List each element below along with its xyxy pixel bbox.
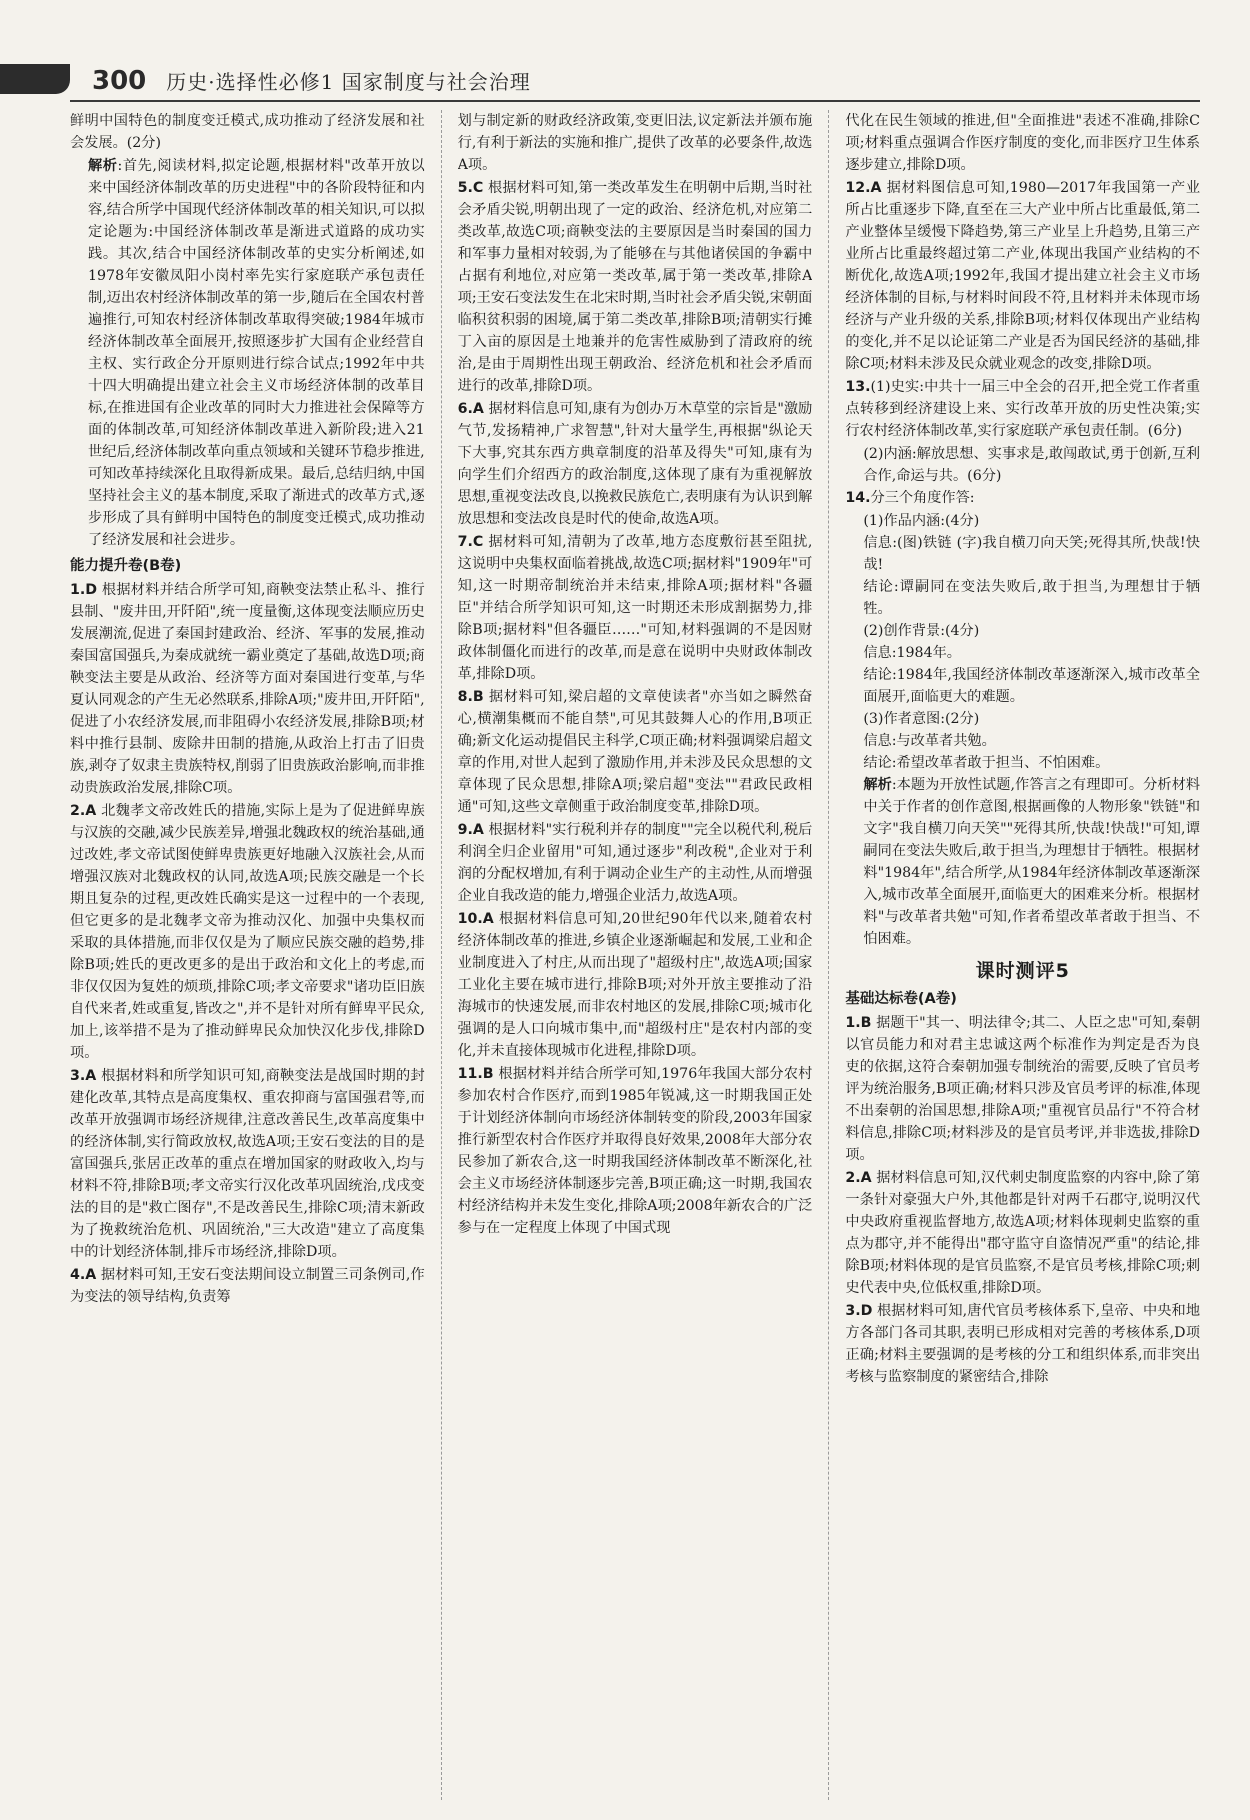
- book-title: 历史·选择性必修1 国家制度与社会治理: [166, 70, 531, 94]
- answer-text: 据题干"其一、明法律令;其二、人臣之忠"可知,秦朝以官员能力和对君主忠诚这两个标准作为判定是否为良吏的依据,这符合秦朝加强专制统治的需要,反映了官员考评为统治服务,B项正确;材料只涉及官员考评的标准,体现不出秦朝的治国思想,排除A项;"重视官员品行"不符合材料信息,排除C项;材料涉及的是官员考评,并非选拔,排除D项。: [845, 1015, 1201, 1163]
- column-1: [70, 110, 425, 1800]
- answer-item: [70, 1264, 425, 1308]
- answer-subline: (1)作品内涵:(4分): [863, 513, 980, 529]
- answer-number: 9.A: [457, 822, 484, 838]
- answer-number: 3.A: [70, 1068, 97, 1084]
- answer-item: [845, 177, 1200, 375]
- section-a-heading: 基础达标卷(A卷): [845, 991, 957, 1007]
- answer-item: [458, 1063, 813, 1239]
- answer-item: [458, 398, 813, 530]
- answer-text: 根据材料"实行税利并存的制度""完全以税代利,税后利润全归企业留用"可知,通过逐步"利改税",企业对于利润的分配权增加,有利于调动企业生产的主动性,从而增强企业自我改造的能力,增强企业活力,故选A项。: [457, 822, 813, 904]
- column-divider: [441, 110, 442, 1800]
- intro-text: 鲜明中国特色的制度变迁模式,成功推动了经济发展和社会发展。(2分): [70, 113, 425, 151]
- answer-item: [70, 800, 425, 1064]
- column-3: [845, 110, 1200, 1800]
- answer-text: 根据材料和所学知识可知,商鞅变法是战国时期的封建化改革,其特点是高度集权、重农抑商与富国强君等,而改革开放强调市场经济规律,注意改善民生,改革高度集中的经济体制,实行简政放权,故选A项;王安石变法的目的是富国强兵,张居正改革的重点在增加国家的财政收入,均与材料不符,排除B项;孝文帝实行汉化改革巩固统治,戊戌变法的目的是"救亡图存",不是改善民生,排除C项;清末新政为了挽救统治危机、巩固统治,"三大改造"建立了高度集中的计划经济体制,排斥市场经济,排除D项。: [70, 1068, 425, 1260]
- page-number: 300: [92, 66, 147, 96]
- answer-text: 据材料可知,王安石变法期间设立制置三司条例司,作为变法的领导结构,负责筹: [70, 1267, 425, 1305]
- answer-item: [458, 908, 813, 1062]
- answer-text: 据材料图信息可知,1980—2017年我国第一产业所占比重逐步下降,直至在三大产业中所占比重最低,第二产业整体呈缓慢下降趋势,第三产业呈上升趋势,且第三产业所占比重最终超过第二产业,体现出我国产业结构的不断优化,故选A项;1992年,我国才提出建立社会主义市场经济体制的目标,与材料时间段不符,且材料并未体现市场经济与产业升级的关系,排除B项;材料仅体现出产业结构的变化,并不足以论证第二产业是否为国民经济的基础,排除C项;材料未涉及民众就业观念的改变,排除D项。: [845, 180, 1201, 372]
- answer-subline: 信息:(图)铁链 (字)我自横刀向天笑;死得其所,快哉!快哉!: [863, 535, 1201, 573]
- answer-subline: 结论:谭嗣同在变法失败后,敢于担当,为理想甘于牺牲。: [863, 579, 1201, 617]
- analysis-paragraph: [845, 774, 1200, 950]
- answer-number: 2.A: [70, 803, 97, 819]
- answer-columns: [70, 110, 1200, 1800]
- answer-text: 根据材料可知,唐代官员考核体系下,皇帝、中央和地方各部门各司其职,表明已形成相对完善的考核体系,D项正确;材料主要强调的是考核的分工和组织体系,而非突出考核与监察制度的紧密结合,排除: [845, 1303, 1201, 1385]
- answer-item: [845, 1167, 1200, 1299]
- answer-item: [845, 1300, 1200, 1388]
- answer-text: 据材料可知,梁启超的文章使读者"亦当如之瞬然奋心,横潮集概而不能自禁",可见其鼓舞人心的作用,B项正确;新文化运动提倡民主科学,C项正确;材料强调梁启超文章的作用,对世人起到了激励作用,并未涉及民众思想的文章体现了民众思想,排除A项;梁启超"变法""君政民政相通"可知,这些文章侧重于政治制度变革,排除D项。: [457, 689, 813, 815]
- answer-text: (1)史实:中共十一届三中全会的召开,把全党工作者重点转移到经济建设上来、实行改革开放的历史性决策;实行农村经济体制改革,实行家庭联产承包责任制。(6分): [845, 379, 1201, 439]
- answer-number: 3.D: [845, 1303, 873, 1319]
- answer-item: [845, 1012, 1200, 1166]
- answer-item: [845, 376, 1200, 442]
- answer-text: 根据材料可知,第一类改革发生在明朝中后期,当时社会矛盾尖锐,明朝出现了一定的政治、经济危机,对应第二类改革,故选C项;商鞅变法的主要原因是当时秦国的国力和军事力量相对较弱,为了能够在与其他诸侯国的争霸中占据有利地位,对应第一类改革,属于第一类改革,排除A项;王安石变法发生在北宋时期,当时社会矛盾尖锐,宋朝面临积贫积弱的困境,属于第二类改革,排除B项;清朝实行摊丁入亩的原因是土地兼并的危害性威胁到了清政府的统治,是由于周期性出现王朝政治、经济危机和社会矛盾而进行的改革,排除D项。: [457, 180, 813, 394]
- answer-number: 12.A: [845, 180, 882, 196]
- analysis-label: 解析: [88, 158, 118, 174]
- continued-text: 划与制定新的财政经济政策,变更旧法,议定新法并颁布施行,有利于新法的实施和推广,提供了改革的必要条件,故选A项。: [457, 113, 813, 173]
- answer-number: 11.B: [457, 1066, 494, 1082]
- column-divider: [828, 110, 829, 1800]
- column-2: [458, 110, 813, 1800]
- answer-item: [845, 487, 1200, 509]
- answer-text: 据材料可知,清朝为了改革,地方态度敷衍甚至阻扰,这说明中央集权面临着挑战,故选C项;据材料"1909年"可知,这一时期帝制统治并未结束,排除A项;据材料"各疆臣"并结合所学知识可知,这一时期还未形成割据势力,排除B项;据材料"但各疆臣……"可知,材料强调的不是因财政体制僵化而进行的改革,而是意在说明中央财政体制改革,排除D项。: [457, 534, 813, 682]
- answer-subline: 信息:与改革者共勉。: [863, 733, 996, 749]
- answer-text: 根据材料并结合所学可知,1976年我国大部分农村参加农村合作医疗,而到1985年锐减,这一时期我国正处于计划经济体制向市场经济体制转变的阶段,2003年国家推行新型农村合作医疗并取得良好效果,2008年大部分农民参加了新农合,这一时期我国经济体制改革不断深化,社会主义市场经济体制逐步完善,B项正确;这一时期,我国农村经济结构并未发生变化,排除A项;2008年新农合的广泛参与在一定程度上体现了中国式现: [457, 1066, 813, 1236]
- answer-subline: (2)创作背景:(4分): [863, 623, 980, 639]
- answer-text: 据材料信息可知,汉代刺史制度监察的内容中,除了第一条针对豪强大户外,其他都是针对两千石郡守,说明汉代中央政府重视监督地方,故选A项;材料体现刺史监察的重点为郡守,并不能得出"郡守监守自盗情况严重"的结论,排除B项;材料体现的是官员监察,不是官员考核,排除C项;刺史代表中央,位低权重,排除D项。: [845, 1170, 1201, 1296]
- answer-number: 14.: [845, 490, 871, 506]
- answer-subline: (2)内涵:解放思想、实事求是,敢闯敢试,勇于创新,互利合作,命运与共。(6分): [863, 446, 1201, 484]
- answer-number: 10.A: [457, 911, 494, 927]
- answer-number: 6.A: [457, 401, 484, 417]
- answer-number: 8.B: [457, 689, 484, 705]
- answer-number: 1.B: [845, 1015, 872, 1031]
- answer-subline: (3)作者意图:(2分): [863, 711, 980, 727]
- continued-text: 代化在民生领域的推进,但"全面推进"表述不准确,排除C项;材料重点强调合作医疗制度的变化,而非医疗卫生体系逐步建立,排除D项。: [845, 113, 1201, 173]
- analysis-text: :首先,阅读材料,拟定论题,根据材料"改革开放以来中国经济体制改革的历史进程"中的各阶段特征和内容,结合所学中国现代经济体制改革的相关知识,可以拟定论题为:中国经济体制改革是渐进式道路的成功实践。其次,结合中国经济体制改革的史实分析阐述,如1978年安徽凤阳小岗村率先实行家庭联产承包责任制,迈出农村经济体制改革的第一步,随后在全国农村普遍推行,可知农村经济体制改革取得突破;1984年城市经济体制改革全面展开,按照逐步扩大国有企业经营自主权、实行政企分开原则进行综合试点;1992年中共十四大明确提出建立社会主义市场经济体制的改革目标,在推进国有企业改革的同时大力推进社会保障等方面的体制改革,可知经济体制改革进入新阶段;进入21世纪后,经济体制改革向重点领域和关键环节稳步推进,可知改革持续深化且取得新成果。最后,总结归纳,中国坚持社会主义的基本制度,采取了渐进式的改革方式,逐步形成了具有鲜明中国特色的制度变迁模式,成功推动了经济发展和社会进步。: [88, 158, 425, 548]
- answer-text: 根据材料并结合所学可知,商鞅变法禁止私斗、推行县制、"废井田,开阡陌",统一度量衡,这体现变法顺应历史发展潮流,促进了秦国封建政治、经济、军事的发展,推动秦国富国强兵,为秦成就统一霸业奠定了基础,故选D项;商鞅变法主要是从政治、经济等方面对秦国进行变革,与华夏认同观念的产生无必然联系,排除A项;"废井田,开阡陌",促进了小农经济发展,而非阻碍小农经济发展,排除B项;材料中推行县制、废除井田制的措施,从政治上打击了旧贵族,剥夺了奴隶主贵族特权,削弱了旧贵族政治影响,而非推动贵族政治发展,排除C项。: [70, 582, 425, 796]
- answer-subline: 结论:希望改革者敢于担当、不怕困难。: [863, 755, 1110, 771]
- answer-number: 7.C: [457, 534, 484, 550]
- answer-subline: 信息:1984年。: [863, 645, 961, 661]
- answer-item: [458, 819, 813, 907]
- answer-text: 分三个角度作答:: [870, 490, 975, 506]
- answer-number: 4.A: [70, 1267, 97, 1283]
- answer-item: [458, 686, 813, 818]
- answer-item: [70, 1065, 425, 1263]
- answer-number: 2.A: [845, 1170, 872, 1186]
- page-corner-tab: [0, 64, 70, 94]
- analysis-text: :本题为开放性试题,作答言之有理即可。分析材料中关于作者的创作意图,根据画像的人物形象"铁链"和文字"我自横刀向天笑""死得其所,快哉!快哉!"可知,谭嗣同在变法失败后,敢于担当,为理想甘于牺牲。根据材料"1984年",结合所学,从1984年经济体制改革逐渐深入,城市改革全面展开,面临更大的困难来分析。根据材料"与改革者共勉"可知,作者希望改革者敢于担当、不怕困难。: [863, 777, 1201, 947]
- answer-subline: 结论:1984年,我国经济体制改革逐渐深入,城市改革全面展开,面临更大的难题。: [863, 667, 1201, 705]
- section-b-heading: 能力提升卷(B卷): [70, 558, 182, 574]
- answer-number: 5.C: [457, 180, 484, 196]
- answer-number: 1.D: [70, 582, 98, 598]
- answer-text: 北魏孝文帝改姓氏的措施,实际上是为了促进鲜卑族与汉族的交融,减少民族差异,增强北魏政权的统治基础,通过改姓,孝文帝试图使鲜卑贵族更好地融入汉族社会,从而增强汉族对北魏政权的认同,故选A项;民族交融是一个长期且复杂的过程,更改姓氏确实是这一过程中的一个表现,但它更多的是北魏孝文帝为推动汉化、加强中央集权而采取的具体措施,而非仅仅是为了顺应民族交融的趋势,排除B项;姓氏的更改更多的是出于政治和文化上的考虑,而非仅仅因为复姓的烦琐,排除C项;孝文帝要求"诸功臣旧族自代来者,姓或重复,皆改之",并不是针对所有鲜卑平民众,加上,该举措不是为了推动鲜卑民众加快汉化步伐,排除D项。: [70, 803, 425, 1061]
- analysis-label: 解析: [863, 777, 892, 793]
- answer-text: 根据材料信息可知,20世纪90年代以来,随着农村经济体制改革的推进,乡镇企业逐渐崛起和发展,工业和企业制度进入了村庄,从而出现了"超级村庄",故选A项;国家工业化主要在城市进行,排除B项;对外开放主要推动了沿海城市的快速发展,而非农村地区的发展,排除C项;城市化强调的是人口向城市集中,而"超级村庄"是农村内部的变化,并未直接体现城市化进程,排除D项。: [457, 911, 813, 1059]
- page-header: [92, 66, 531, 98]
- answer-item: [458, 531, 813, 685]
- lesson-test-title: 课时测评5: [975, 960, 1070, 982]
- answer-item: [458, 177, 813, 397]
- answer-item: [70, 579, 425, 799]
- header-rule: [70, 100, 1200, 102]
- analysis-paragraph: [70, 155, 425, 551]
- answer-text: 据材料信息可知,康有为创办万木草堂的宗旨是"激励气节,发扬精神,广求智慧",针对大量学生,再根据"纵论天下大事,究其东西方典章制度的沿革及得失"可知,康有为向学生们介绍西方的政治制度,这体现了康有为重视解放思想,重视变法改良,以挽救民族危亡,表明康有为认识到解放思想和变法改良是时代的使命,故选A项。: [457, 401, 813, 527]
- answer-number: 13.: [845, 379, 871, 395]
